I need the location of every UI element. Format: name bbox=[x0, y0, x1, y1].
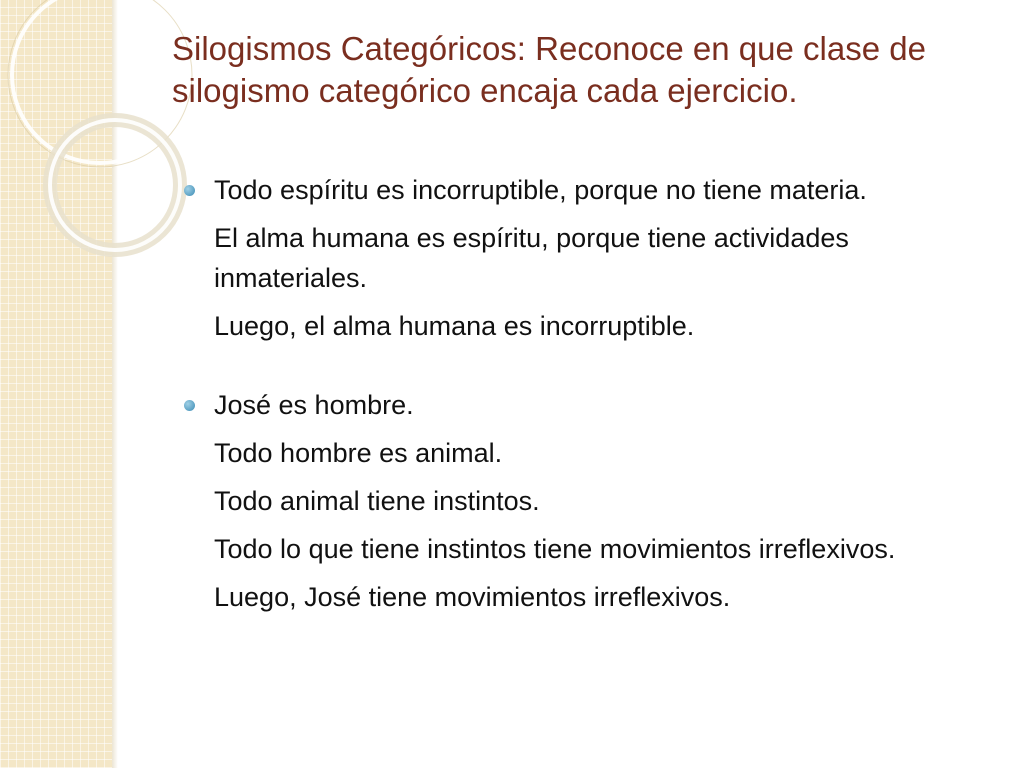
premise-line bbox=[172, 481, 972, 521]
conclusion-text: Luego, el alma humana es incorruptible. bbox=[214, 311, 695, 341]
premise-text: José es hombre. bbox=[214, 390, 414, 420]
premise-text: Todo lo que tiene instintos tiene movimientos irreflexivos. bbox=[214, 534, 896, 564]
premise-text: El alma humana es espíritu, porque tiene actividades inmateriales. bbox=[214, 223, 849, 293]
premise-line bbox=[172, 218, 972, 298]
premise-line bbox=[172, 170, 972, 210]
premise-text: Todo hombre es animal. bbox=[214, 438, 503, 468]
premise-line bbox=[172, 529, 972, 569]
conclusion-line bbox=[172, 577, 972, 617]
conclusion-text: Luego, José tiene movimientos irreflexivos. bbox=[214, 582, 731, 612]
conclusion-line bbox=[172, 306, 972, 346]
premise-text: Todo espíritu es incorruptible, porque no tiene materia. bbox=[214, 175, 867, 205]
premise-text: Todo animal tiene instintos. bbox=[214, 486, 540, 516]
bullet-icon bbox=[184, 185, 195, 196]
decorative-ring-small-highlight bbox=[50, 120, 180, 250]
slide-title: Silogismos Categóricos: Reconoce en que clase de silogismo categórico encaja cada ejercicio. bbox=[172, 30, 926, 109]
premise-line bbox=[172, 433, 972, 473]
slide-content bbox=[172, 170, 972, 656]
premise-line bbox=[172, 385, 972, 425]
bullet-icon bbox=[184, 400, 195, 411]
syllogism-exercise-2 bbox=[172, 385, 972, 617]
syllogism-exercise-1 bbox=[172, 170, 972, 346]
